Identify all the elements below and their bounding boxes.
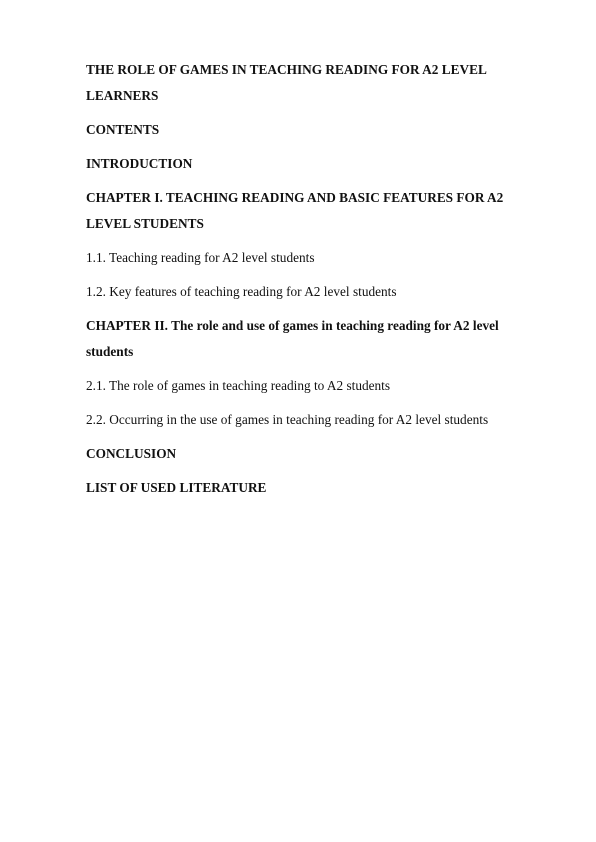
- toc-section-1-2: 1.2. Key features of teaching reading for A2 level students: [86, 284, 397, 299]
- document-title: THE ROLE OF GAMES IN TEACHING READING FOR A2 LEVEL LEARNERS: [86, 62, 487, 103]
- toc-conclusion: CONCLUSION: [86, 446, 177, 461]
- toc-section-2-1: 2.1. The role of games in teaching reading to A2 students: [86, 378, 391, 393]
- toc-chapter-2-title: CHAPTER II. The role and use of games in teaching reading for A2 level students: [86, 318, 499, 359]
- toc-section-1-1: 1.1. Teaching reading for A2 level students: [86, 250, 315, 265]
- contents-heading: CONTENTS: [86, 122, 160, 137]
- toc-chapter-1-title: CHAPTER I. TEACHING READING AND BASIC FEATURES FOR A2 LEVEL STUDENTS: [86, 190, 504, 231]
- toc-literature: LIST OF USED LITERATURE: [86, 480, 267, 495]
- toc-introduction: INTRODUCTION: [86, 156, 193, 171]
- toc-section-2-2: 2.2. Occurring in the use of games in teaching reading for A2 level students: [86, 412, 489, 427]
- table-of-contents: [86, 57, 536, 509]
